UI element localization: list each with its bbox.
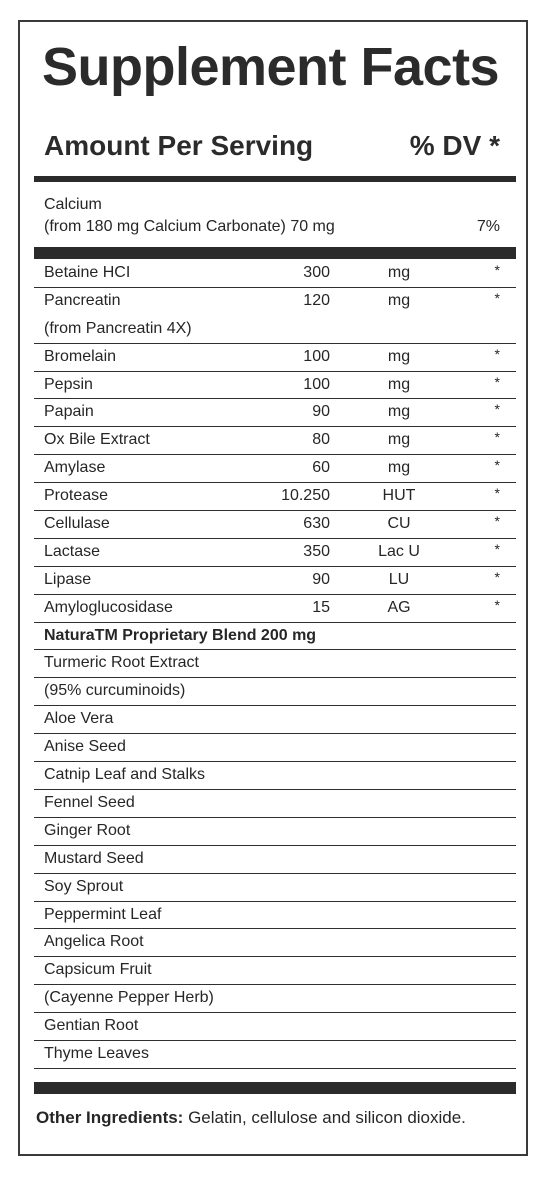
ingredient-amount: 90 — [312, 403, 330, 421]
other-ingredients — [36, 1108, 466, 1128]
blend-item-row — [34, 790, 516, 818]
blend-item: Fennel Seed — [44, 793, 135, 811]
ingredient-name: Cellulase — [44, 515, 110, 533]
blend-item-row — [34, 1013, 516, 1041]
ingredient-row — [34, 483, 516, 511]
ingredient-dv: * — [494, 289, 500, 306]
blend-item-row — [34, 818, 516, 846]
ingredient-row — [34, 288, 516, 344]
blend-item-row — [34, 762, 516, 790]
ingredient-name: Lactase — [44, 542, 101, 560]
blend-item-row — [34, 1041, 516, 1069]
ingredient-unit: mg — [387, 459, 411, 477]
blend-item: Capsicum Fruit — [44, 961, 152, 979]
blend-item: Anise Seed — [44, 738, 126, 756]
ingredient-unit: mg — [387, 403, 411, 421]
ingredient-unit: HUT — [382, 487, 416, 505]
ingredient-unit: mg — [387, 264, 411, 281]
ingredient-amount: 100 — [303, 375, 330, 393]
calcium-detail: (from 180 mg Calcium Carbonate) 70 mg — [44, 218, 335, 235]
ingredient-row — [34, 260, 516, 288]
blend-item-row — [34, 874, 516, 902]
ingredient-name: Amyloglucosidase — [44, 598, 173, 616]
blend-item: Aloe Vera — [44, 710, 114, 728]
ingredient-amount: 630 — [303, 515, 330, 533]
blend-item-row — [34, 985, 516, 1013]
ingredient-row — [34, 511, 516, 539]
ingredient-dv: * — [494, 429, 500, 446]
bottom-divider — [34, 1082, 516, 1094]
blend-title-row — [34, 623, 516, 651]
ingredient-name: Lipase — [44, 570, 92, 588]
ingredient-amount: 10.250 — [281, 487, 330, 505]
ingredient-dv: * — [494, 485, 500, 502]
calcium-name: Calcium — [44, 196, 102, 213]
ingredient-dv: * — [494, 540, 500, 557]
blend-item-row — [34, 957, 516, 985]
ingredient-row — [34, 344, 516, 372]
blend-item: Peppermint Leaf — [44, 905, 162, 923]
blend-item-row — [34, 902, 516, 930]
ingredient-amount: 350 — [303, 542, 330, 560]
daily-value-header: % DV * — [409, 130, 500, 161]
ingredient-name: Papain — [44, 403, 94, 421]
ingredient-row — [34, 372, 516, 400]
ingredient-amount: 60 — [312, 459, 330, 477]
ingredient-row — [34, 567, 516, 595]
ingredient-row — [34, 427, 516, 455]
ingredient-amount: 120 — [303, 291, 330, 309]
blend-item: Turmeric Root Extract — [44, 654, 199, 672]
ingredient-dv: * — [494, 401, 500, 418]
ingredient-unit: LU — [388, 570, 410, 588]
supplement-facts-panel — [18, 20, 528, 1156]
blend-item-row — [34, 650, 516, 678]
blend-title: NaturaTM Proprietary Blend 200 mg — [44, 626, 317, 644]
ingredient-name: Pancreatin — [44, 291, 121, 309]
ingredient-row — [34, 595, 516, 623]
ingredient-dv: * — [494, 345, 500, 362]
ingredient-name: Pepsin — [44, 375, 93, 393]
calcium-dv: 7% — [476, 218, 500, 235]
blend-item-row — [34, 734, 516, 762]
ingredient-source: (from Pancreatin 4X) — [44, 319, 192, 337]
ingredient-name: Ox Bile Extract — [44, 431, 150, 449]
ingredient-unit: AG — [387, 598, 411, 616]
ingredient-dv: * — [494, 568, 500, 585]
ingredient-row — [34, 399, 516, 427]
blend-item-row — [34, 929, 516, 957]
blend-item: Gentian Root — [44, 1017, 139, 1035]
ingredient-dv: * — [494, 513, 500, 530]
ingredient-name: Protease — [44, 487, 109, 505]
blend-item: (95% curcuminoids) — [44, 682, 186, 700]
blend-item-row — [34, 706, 516, 734]
ingredient-name: Bromelain — [44, 347, 117, 365]
ingredient-dv: * — [494, 457, 500, 474]
ingredient-amount: 15 — [312, 598, 330, 616]
ingredient-dv: * — [494, 373, 500, 390]
ingredient-unit: mg — [387, 431, 411, 449]
ingredient-amount: 80 — [312, 431, 330, 449]
blend-item: Soy Sprout — [44, 877, 124, 895]
ingredient-unit: Lac U — [378, 542, 420, 560]
ingredient-unit: mg — [387, 291, 411, 309]
blend-item: Ginger Root — [44, 821, 131, 839]
blend-item: Angelica Root — [44, 933, 144, 951]
ingredient-name: Betaine HCI — [44, 264, 131, 281]
blend-item: Catnip Leaf and Stalks — [44, 766, 205, 784]
ingredient-dv: * — [494, 262, 500, 278]
other-ingredients-label: Other Ingredients: — [36, 1108, 184, 1127]
ingredient-amount: 100 — [303, 347, 330, 365]
ingredient-unit: CU — [387, 515, 411, 533]
blend-item: Mustard Seed — [44, 849, 144, 867]
header-divider — [34, 176, 516, 182]
ingredient-name: Amylase — [44, 459, 106, 477]
ingredient-amount: 90 — [312, 570, 330, 588]
amount-per-serving-label: Amount Per Serving — [44, 130, 314, 161]
ingredient-amount: 300 — [303, 264, 330, 281]
ingredient-row — [34, 539, 516, 567]
blend-item: Thyme Leaves — [44, 1044, 149, 1062]
calcium-divider — [34, 247, 516, 259]
other-ingredients-text: Gelatin, cellulose and silicon dioxide. — [183, 1108, 466, 1127]
blend-item: (Cayenne Pepper Herb) — [44, 989, 214, 1007]
ingredient-unit: mg — [387, 347, 411, 365]
blend-item-row — [34, 678, 516, 706]
ingredient-rows — [34, 260, 516, 1069]
ingredient-row — [34, 455, 516, 483]
blend-item-row — [34, 846, 516, 874]
panel-title: Supplement Facts — [42, 37, 500, 97]
ingredient-dv: * — [494, 596, 500, 613]
ingredient-unit: mg — [387, 375, 411, 393]
